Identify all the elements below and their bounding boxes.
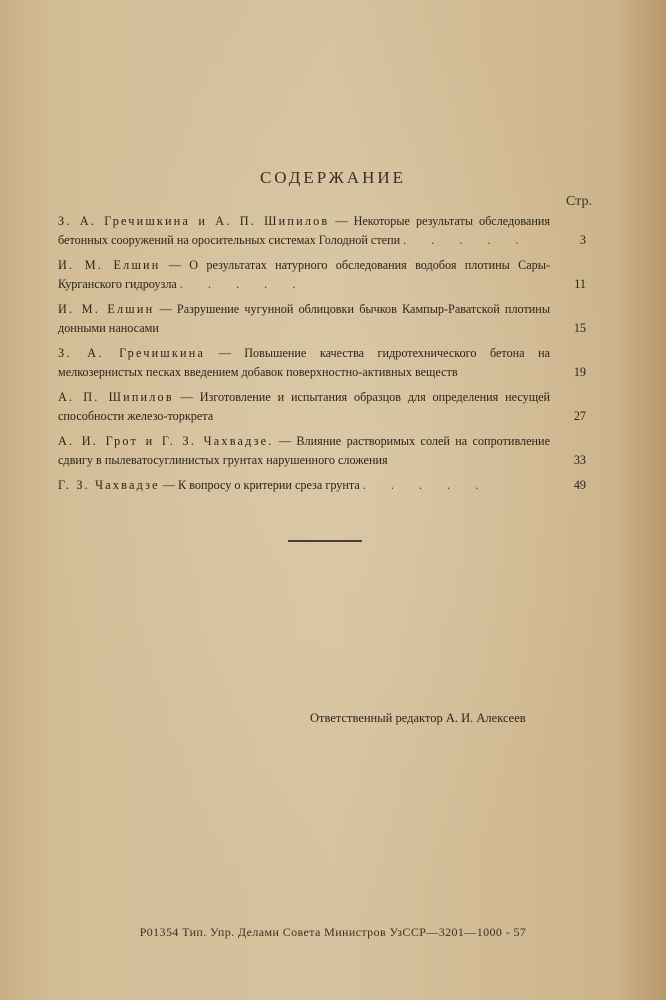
toc-entry-page: 3	[579, 233, 586, 247]
toc-entry-page: 27	[573, 409, 586, 423]
toc-entry	[58, 212, 586, 250]
toc-entry	[58, 344, 586, 382]
toc-entry-title: — Повышение качества гидротехнического бетона на мелкозернистых песках введением добавок поверхностно-активных веществ	[58, 346, 551, 379]
toc-entry-title: — К вопросу о критерии среза грунта	[162, 478, 360, 492]
toc-entry-authors: А. П. Шипилов	[58, 390, 174, 404]
toc-entry-authors: Г. З. Чахвадзе	[58, 478, 160, 492]
toc-entry-title: — Некоторые результаты обследования бетонных сооружений на оросительных системах Голодной степи	[58, 214, 550, 247]
leader-dots: . . . . .	[362, 478, 490, 492]
toc-entry	[58, 476, 586, 495]
toc-entry	[58, 300, 586, 338]
table-of-contents	[58, 212, 586, 501]
responsible-editor: Ответственный редактор А. И. Алексеев	[310, 711, 526, 725]
toc-entry-authors: А. И. Грот и Г. З. Чахвадзе.	[58, 434, 274, 448]
contents-heading: СОДЕРЖАНИЕ	[259, 168, 407, 187]
toc-entry-authors: И. М. Елшин	[58, 302, 155, 316]
toc-entry-authors: И. М. Елшин	[58, 258, 161, 272]
toc-entry-title: — Влияние растворимых солей на сопротивление сдвигу в пылеватосуглинистых грунтах нарушенного сложения	[58, 434, 550, 467]
toc-entry-title: — Разрушение чугунной облицовки бычков Кампыр-Раватской плотины донными наносами	[58, 302, 551, 335]
toc-entry-authors: З. А. Гречишкина и А. П. Шипилов	[58, 214, 330, 228]
leader-dots: . . . . .	[403, 233, 530, 247]
toc-entry	[58, 388, 586, 426]
toc-entry-authors: З. А. Гречишкина	[58, 346, 206, 360]
toc-entry-title: — Изготовление и испытания образцов для определения несущей способности железо-торкрета	[58, 390, 551, 423]
toc-entry-page: 15	[573, 321, 586, 335]
toc-entry	[58, 256, 586, 294]
toc-entry-title: — О результатах натурного обследования водобоя плотины Сары-Курганского гидроузла	[58, 258, 551, 291]
page-column-label: Стр.	[566, 194, 592, 209]
printer-imprint: Р01354 Тип. Упр. Делами Совета Министров УзССР—3201—1000 - 57	[139, 925, 527, 939]
toc-entry-page: 19	[573, 365, 586, 379]
toc-entry-page: 33	[573, 453, 586, 467]
separator-rule	[288, 540, 362, 542]
toc-entry	[58, 432, 586, 470]
leader-dots: . . . . .	[179, 277, 307, 291]
toc-entry-page: 11	[574, 277, 586, 291]
toc-entry-page: 49	[573, 478, 586, 492]
